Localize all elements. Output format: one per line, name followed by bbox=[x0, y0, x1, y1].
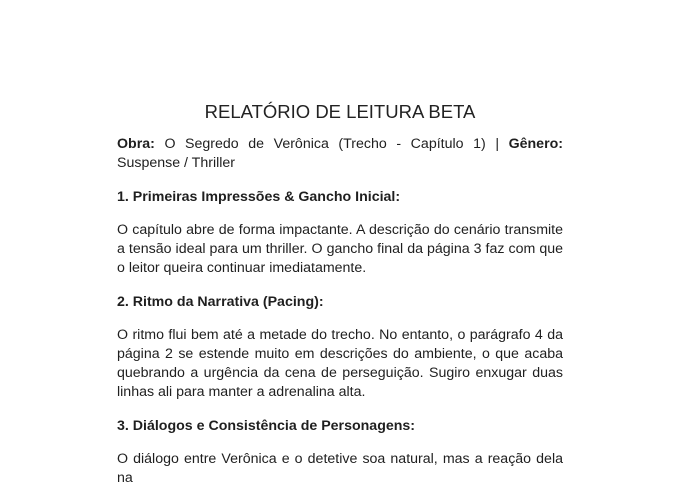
section-paragraph: O ritmo flui bem até a metade do trecho. No entanto, o parágrafo 4 da página 2 se estende muito em descrições do ambiente, o que acaba quebrando a urgência da cena de perseguição. Sugiro enxugar duas linhas ali para manter a adrenalina alta. bbox=[117, 327, 563, 400]
section-heading: 1. Primeiras Impressões & Gancho Inicial: bbox=[117, 189, 401, 205]
section-heading: 3. Diálogos e Consistência de Personagens: bbox=[117, 418, 416, 434]
obra-label: Obra: bbox=[117, 136, 155, 152]
obra-value: O Segredo de Verônica (Trecho - Capítulo 1) bbox=[164, 136, 486, 152]
section-first-impressions bbox=[117, 188, 563, 278]
section-dialogues bbox=[117, 417, 563, 488]
section-paragraph: O diálogo entre Verônica e o detetive soa natural, mas a reação dela na bbox=[117, 451, 563, 486]
section-pacing bbox=[117, 293, 563, 402]
document-meta bbox=[117, 135, 563, 173]
genero-label: Gênero: bbox=[508, 136, 563, 152]
document-title: RELATÓRIO DE LEITURA BETA bbox=[204, 101, 476, 122]
document-body bbox=[117, 100, 563, 503]
section-heading: 2. Ritmo da Narrativa (Pacing): bbox=[117, 294, 324, 310]
section-paragraph: O capítulo abre de forma impactante. A descrição do cenário transmite a tensão ideal para um thriller. O gancho final da página 3 faz com que o leitor queira continuar imediatamente. bbox=[117, 222, 563, 276]
meta-separator: | bbox=[495, 136, 499, 152]
genero-value: Suspense / Thriller bbox=[117, 155, 236, 171]
